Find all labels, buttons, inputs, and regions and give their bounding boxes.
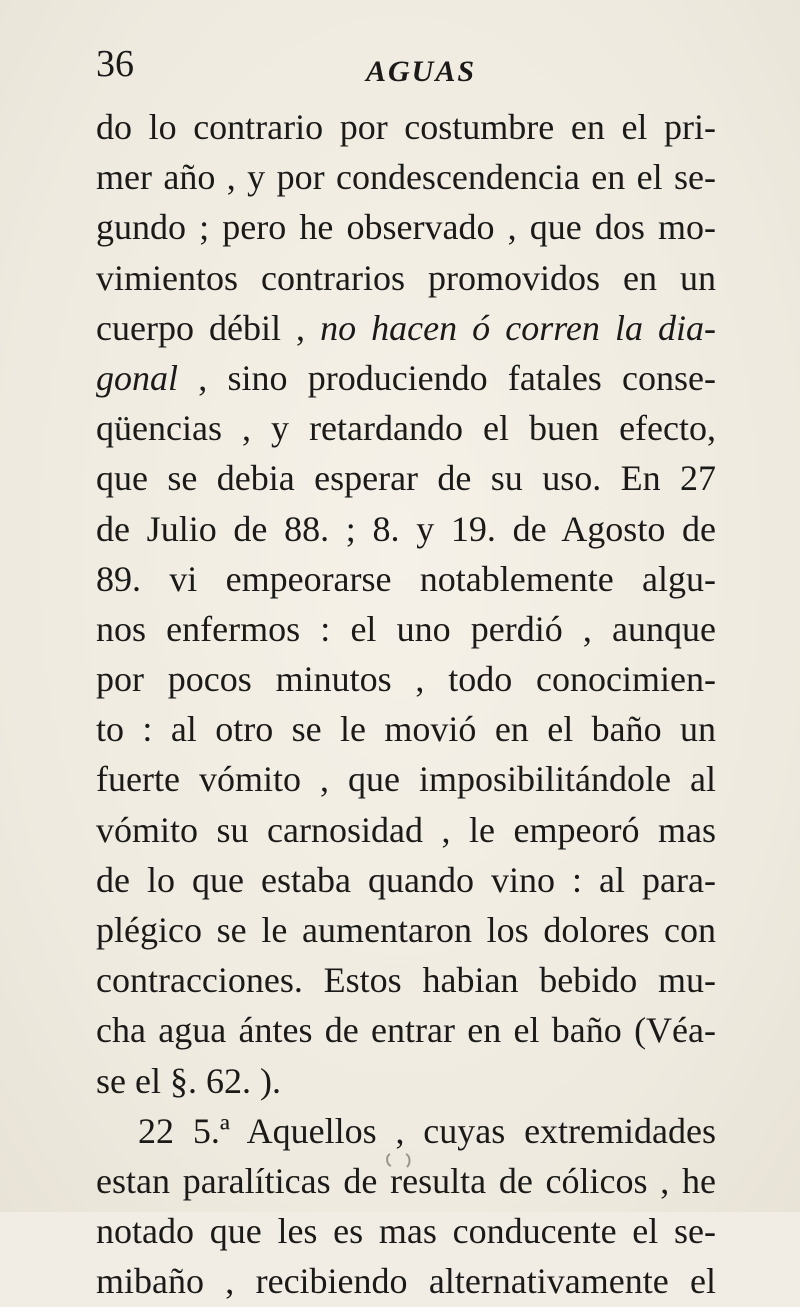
italic-text-run: gonal	[96, 357, 179, 398]
italic-text-run: no hacen ó corren la dia-	[320, 307, 716, 348]
text-line: que se debia esperar de su uso. En 27	[96, 458, 716, 499]
text-line: por pocos minutos , todo conocimien-	[96, 659, 716, 700]
text-run: , sino produciendo fatales conse-	[178, 357, 716, 398]
page-header	[96, 42, 716, 92]
text-line: do lo contrario por costumbre en el pri-	[96, 107, 716, 147]
text-line: cha agua ántes de entrar en el baño (Véa-	[96, 1010, 716, 1051]
text-line: mibaño , recibiendo alternativamente el	[96, 1261, 716, 1302]
text-line: de Julio de 88. ; 8. y 19. de Agosto de	[96, 508, 716, 549]
text-line: plégico se le aumentaron los dolores con	[96, 910, 716, 950]
text-line: fuerte vómito , que imposibilitándole al	[96, 759, 716, 800]
text-line	[96, 303, 716, 353]
text-line: se el §. 62. ).	[96, 1060, 281, 1101]
section-start-line: 22 5.ª Aquellos , cuyas extremidades	[138, 1110, 716, 1151]
text-line: gundo ; pero he observado , que dos mo-	[96, 207, 716, 248]
text-line: vómito su carnosidad , le empeoró mas	[96, 809, 716, 850]
text-line: vimientos contrarios promovidos en un	[96, 257, 716, 298]
text-line: estan paralíticas de resulta de cólicos , he	[96, 1160, 716, 1201]
text-line: qüencias , y retardando el buen efecto,	[96, 408, 716, 449]
text-line: notado que les es mas conducente el se-	[96, 1211, 716, 1252]
text-line: mer año , y por condescendencia en el se-	[96, 157, 716, 198]
text-line: to : al otro se le movió en el baño un	[96, 709, 716, 750]
page-number: 36	[96, 43, 134, 85]
text-run: cuerpo débil ,	[96, 307, 321, 348]
text-line: nos enfermos : el uno perdió , aunque	[96, 608, 716, 649]
text-line: 89. vi empeorarse notablemente algu-	[96, 558, 716, 599]
text-line	[96, 353, 716, 403]
running-head: AGUAS	[366, 55, 477, 88]
text-line: de lo que estaba quando vino : al para-	[96, 859, 716, 900]
ink-smudge-mark	[382, 1148, 422, 1174]
text-line: contracciones. Estos habian bebido mu-	[96, 960, 716, 1001]
body-text	[96, 102, 716, 1307]
